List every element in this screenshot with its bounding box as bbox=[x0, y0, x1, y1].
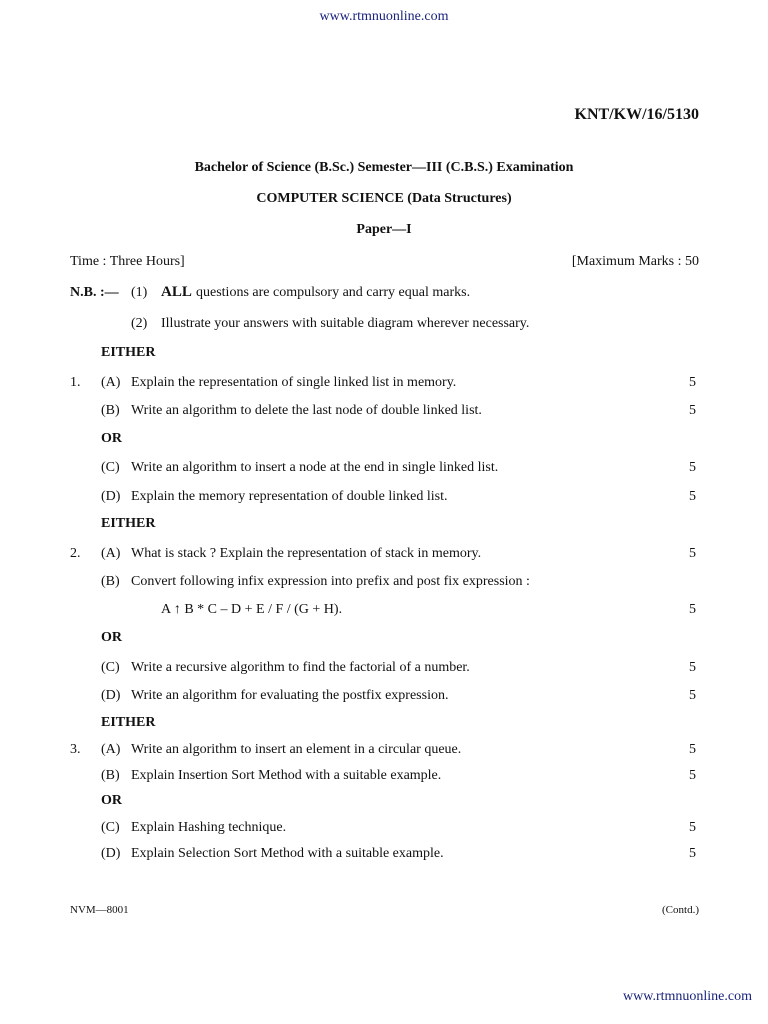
max-marks-label: [Maximum Marks : 50 bbox=[571, 254, 699, 269]
part-marks: 5 bbox=[689, 602, 696, 617]
or-label: OR bbox=[101, 630, 122, 645]
footer-contd: (Contd.) bbox=[662, 904, 699, 916]
part-text: Explain Selection Sort Method with a suitable example. bbox=[131, 846, 444, 861]
infix-expression: A ↑ B * C – D + E / F / (G + H). bbox=[161, 602, 343, 617]
either-label: EITHER bbox=[101, 345, 156, 360]
header-website-link[interactable]: www.rtmnuonline.com bbox=[319, 9, 449, 24]
part-marks: 5 bbox=[689, 846, 696, 861]
part-label: (B) bbox=[101, 574, 120, 589]
part-label: (A) bbox=[101, 546, 121, 561]
paper-title: Paper—I bbox=[356, 222, 412, 237]
nb-item-2-num: (2) bbox=[131, 316, 148, 331]
subject-title: COMPUTER SCIENCE (Data Structures) bbox=[256, 191, 512, 206]
part-text: Explain the representation of single linked list in memory. bbox=[131, 375, 457, 390]
question-number: 1. bbox=[70, 375, 81, 390]
part-text: Explain Insertion Sort Method with a suitable example. bbox=[131, 768, 442, 783]
part-marks: 5 bbox=[689, 375, 696, 390]
part-label: (A) bbox=[101, 742, 121, 757]
part-marks: 5 bbox=[689, 460, 696, 475]
question-number: 2. bbox=[70, 546, 81, 561]
part-marks: 5 bbox=[689, 546, 696, 561]
part-label: (C) bbox=[101, 460, 120, 475]
footer-code: NVM—8001 bbox=[70, 904, 129, 916]
part-label: (D) bbox=[101, 489, 121, 504]
part-label: (D) bbox=[101, 846, 121, 861]
part-text: Write an algorithm to delete the last node of double linked list. bbox=[131, 403, 482, 418]
part-text: Explain the memory representation of double linked list. bbox=[131, 489, 448, 504]
nb-item-1-num: (1) bbox=[131, 285, 148, 300]
nb-item-2-text: Illustrate your answers with suitable diagram wherever necessary. bbox=[161, 316, 530, 331]
footer-website-link[interactable]: www.rtmnuonline.com bbox=[623, 989, 752, 1004]
part-label: (B) bbox=[101, 403, 120, 418]
part-label: (C) bbox=[101, 660, 120, 675]
part-text: Write an algorithm to insert a node at the end in single linked list. bbox=[131, 460, 499, 475]
exam-title: Bachelor of Science (B.Sc.) Semester—III (C.B.S.) Examination bbox=[194, 160, 574, 175]
part-marks: 5 bbox=[689, 489, 696, 504]
part-text: Convert following infix expression into prefix and post fix expression : bbox=[131, 574, 530, 589]
either-label: EITHER bbox=[101, 516, 156, 531]
part-label: (A) bbox=[101, 375, 121, 390]
nb-item-1-text: questions are compulsory and carry equal marks. bbox=[196, 285, 471, 300]
part-marks: 5 bbox=[689, 768, 696, 783]
part-label: (C) bbox=[101, 820, 120, 835]
part-text: Write a recursive algorithm to find the factorial of a number. bbox=[131, 660, 470, 675]
paper-code: KNT/KW/16/5130 bbox=[574, 106, 699, 123]
question-number: 3. bbox=[70, 742, 81, 757]
part-marks: 5 bbox=[689, 403, 696, 418]
part-marks: 5 bbox=[689, 820, 696, 835]
or-label: OR bbox=[101, 793, 122, 808]
part-marks: 5 bbox=[689, 660, 696, 675]
part-text: Write an algorithm to insert an element in a circular queue. bbox=[131, 742, 462, 757]
part-marks: 5 bbox=[689, 688, 696, 703]
part-label: (B) bbox=[101, 768, 120, 783]
part-label: (D) bbox=[101, 688, 121, 703]
nb-item-1-emphasis: ALL bbox=[161, 284, 192, 300]
part-marks: 5 bbox=[689, 742, 696, 757]
nb-label: N.B. :— bbox=[70, 285, 119, 300]
part-text: What is stack ? Explain the representation of stack in memory. bbox=[131, 546, 482, 561]
or-label: OR bbox=[101, 431, 122, 446]
either-label: EITHER bbox=[101, 715, 156, 730]
part-text: Explain Hashing technique. bbox=[131, 820, 287, 835]
time-label: Time : Three Hours] bbox=[70, 254, 185, 269]
part-text: Write an algorithm for evaluating the postfix expression. bbox=[131, 688, 449, 703]
